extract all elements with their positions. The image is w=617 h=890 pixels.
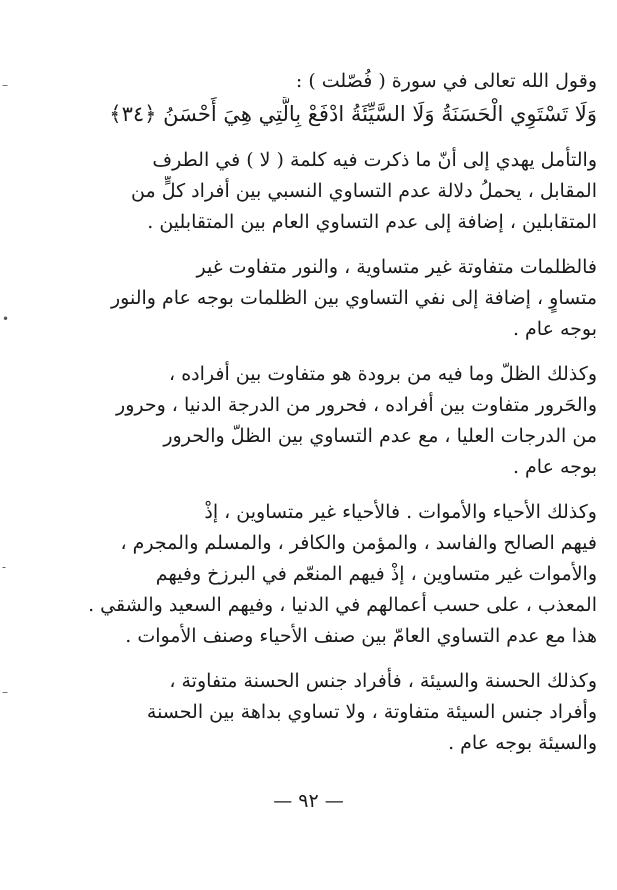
text-line: والأموات غير متساوين ، إذْ فيهم المنعّم في البرزخ وفيهم [155,563,597,585]
margin-mark: - [2,560,7,574]
text-line: فيهم الصالح والفاسد ، والمؤمن والكافر ، والمسلم والمجرم ، [120,532,597,554]
text-line: وأفراد جنس السيئة متفاوتة ، ولا تساوي بداهة بين الحسنة [146,701,597,723]
text-line: وكذلك الظلّ وما فيه من برودة هو متفاوت بين أفراده ، [169,363,597,385]
paragraph-1 [22,145,597,238]
paragraph-4 [22,497,597,652]
text-line: المقابل ، يحملُ دلالة عدم التساوي النسبي بين أفراد كلٍّ من [131,180,597,202]
margin-mark: – [2,78,8,92]
text-line: والحَرور متفاوت بين أفراده ، فحرور من الدرجة الدنيا ، وحرور [116,394,597,416]
text-line: هذا مع عدم التساوي العامّ بين صنف الأحياء وصنف الأموات . [125,625,597,647]
text-line: المعذب ، على حسب أعمالهم في الدنيا ، وفيهم السعيد والشقي . [88,594,597,616]
text-line: بوجه عام . [512,318,597,340]
intro-line: وقول الله تعالى في سورة ( فُصّلت ) : [295,70,597,92]
text-line: بوجه عام . [512,456,597,478]
text-line: والسيئة بوجه عام . [448,732,597,754]
text-line: متساوٍ ، إضافة إلى نفي التساوي بين الظلمات بوجه عام والنور [110,287,597,309]
paragraph-2 [22,252,597,345]
text-line: وكذلك الحسنة والسيئة ، فأفراد جنس الحسنة متفاوتة ، [169,670,597,692]
text-line: والتأمل يهدي إلى أنّ ما ذكرت فيه كلمة ( لا ) في الطرف [152,149,597,171]
margin-mark: – [2,685,8,699]
quran-verse: وَلَا تَسْتَوِي الْحَسَنَةُ وَلَا السَّيِّئَةُ ادْفَعْ بِالَّتِي هِيَ أَحْسَنُ ﴿٣٤﴾ [109,102,597,126]
paragraph-3 [22,359,597,483]
page-body [22,66,597,773]
margin-mark: • [2,312,10,326]
text-line: وكذلك الأحياء والأموات . فالأحياء غير متساوين ، إذْ [204,501,597,523]
text-line: فالظلمات متفاوتة غير متساوية ، والنور متفاوت غير [196,256,597,278]
text-line: المتقابلين ، إضافة إلى عدم التساوي العام بين المتقابلين . [147,211,597,233]
text-line: من الدرجات العليا ، مع عدم التساوي بين الظلّ والحرور [163,425,597,447]
paragraph-5 [22,666,597,759]
page-number: — ٩٢ — [273,790,344,812]
